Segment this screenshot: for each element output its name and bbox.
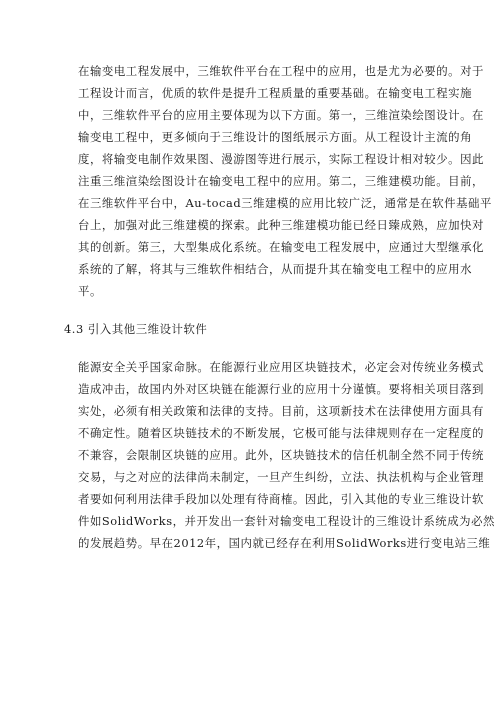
paragraph-2-line: 不确定性。随着区块链技术的不断发展，它极可能与法律规则存在一定程度的 bbox=[78, 426, 484, 440]
paragraph-2-line: 不兼容，会限制区块链的应用。此外，区块链技术的信任机制全然不同于传统 bbox=[78, 448, 484, 462]
paragraph-1-line: 其的创新。第三，大型集成化系统。在输变电工程发展中，应通过大型继承化 bbox=[78, 240, 484, 254]
section-heading: 4.3 引入其他三维设计软件 bbox=[64, 322, 208, 336]
paragraph-1-line: 在三维软件平台中，Au-tocad三维建模的应用比较广泛，通常是在软件基础平 bbox=[78, 196, 492, 210]
paragraph-2-line: 实处，必须有相关政策和法律的支持。目前，这项新技术在法律使用方面具有 bbox=[78, 404, 484, 418]
paragraph-2-line: 件如SolidWorks，并开发出一套针对输变电工程设计的三维设计系统成为必然 bbox=[78, 514, 496, 528]
paragraph-2-line: 交易，与之对应的法律尚未制定，一旦产生纠纷，立法、执法机构与企业管理 bbox=[78, 470, 484, 484]
paragraph-1-line: 台上，加强对此三维建模的探索。此种三维建模功能已经日臻成熟，应加快对 bbox=[78, 218, 484, 232]
paragraph-2-line: 者要如何利用法律手段加以处理有待商榷。因此，引入其他的专业三维设计软 bbox=[78, 492, 484, 506]
paragraph-1-line: 输变电工程中，更多倾向于三维设计的图纸展示方面。从工程设计主流的角 bbox=[78, 130, 473, 144]
paragraph-1-line: 工程设计而言，优质的软件是提升工程质量的重要基础。在输变电工程实施 bbox=[78, 86, 473, 100]
paragraph-1-line: 在输变电工程发展中，三维软件平台在工程中的应用，也是尤为必要的。对于 bbox=[78, 64, 484, 78]
paragraph-1-line: 系统的了解，将其与三维软件相结合，从而提升其在输变电工程中的应用水 bbox=[78, 262, 473, 276]
paragraph-2-line: 造成冲击，故国内外对区块链在能源行业的应用十分谨慎。要将相关项目落到 bbox=[78, 382, 484, 396]
paragraph-1-line: 平。 bbox=[78, 284, 102, 298]
paragraph-1-line: 度，将输变电制作效果图、漫游图等进行展示，实际工程设计相对较少。因此 bbox=[78, 152, 484, 166]
paragraph-2-line: 的发展趋势。早在2012年，国内就已经存在利用SolidWorks进行变电站三维 bbox=[78, 536, 491, 550]
paragraph-1-line: 注重三维渲染绘图设计在输变电工程中的应用。第二，三维建模功能。目前， bbox=[78, 174, 484, 188]
paragraph-1-line: 中，三维软件平台的应用主要体现为以下方面。第一，三维渲染绘图设计。在 bbox=[78, 108, 484, 122]
paragraph-2-line: 能源安全关乎国家命脉。在能源行业应用区块链技术，必定会对传统业务模式 bbox=[78, 360, 484, 374]
